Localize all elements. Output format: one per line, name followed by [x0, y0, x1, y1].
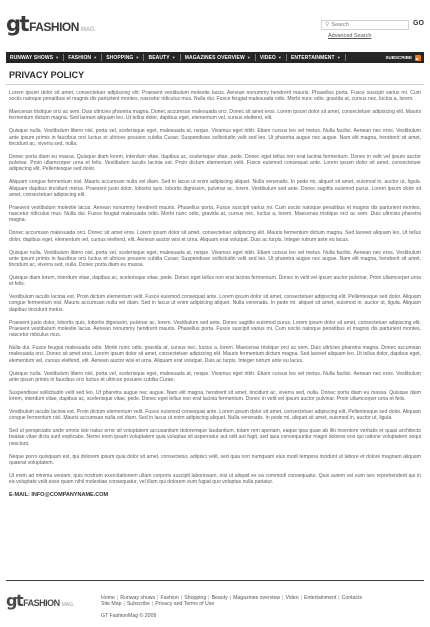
footer-link-magazines-overview[interactable]: Magazines overview [233, 595, 281, 601]
footer-logo[interactable] [6, 591, 74, 610]
subscribe-link[interactable] [385, 55, 424, 61]
title-divider [6, 84, 424, 85]
chevron-down-icon: ▼ [171, 55, 176, 60]
policy-paragraph: Quisque nulla. Vestibulum libero nisl, porta vel, scelerisque eget, malesuada at, neque. Vivamus eget nibh. Etiam cursus leo vel metus. Nulla facilisi. Aenean nec eros. Vestibulum ante ipsum primis in faucibus orci luctus et ultrices posuere cubilia Curae; Suspendisse sollicitudin velit sed leo. Ut pharetra augue nec augue. Nam elit magna, hendrerit sit amet, tincidunt ac, viverra sed, nulla. Donec porta diam eu massa. [9, 249, 421, 269]
footer-logo-gt-mark: gt [6, 591, 23, 610]
rss-icon [415, 55, 421, 61]
nav-item-video[interactable] [256, 54, 287, 61]
footer-separator: | [123, 601, 125, 608]
chevron-down-icon: ▼ [93, 55, 98, 60]
email-link[interactable]: INFO@COMPANYNAME.COM [31, 492, 109, 499]
policy-paragraph: Praesent vestibulum molestie lacus. Aenean nonummy hendrerit mauris. Phasellus porta. Fusce suscipit varius mi. Cum sociis natoque penatibus et magnis dis parturient montes, nascetur ridiculus mus. Nulla dui. Fusce feugiat malesuada odio. Morbi nunc odio, gravida at, cursus nec, luctus a, lorem. Maecenas tristique orci ac sem. Duis ultricies pharetra magna. [9, 204, 421, 224]
policy-paragraph: Quisque nulla. Vestibulum libero nisl, porta vel, scelerisque eget, malesuada at, neque. Vivamus eget nibh. Etiam cursus leo vel metus. Nulla facilisi. Aenean nec eros. Vestibulum ante ipsum primis in faucibus orci luctus et ultrices posuere cubilia Curae; [9, 370, 421, 383]
logo-fashion-text: FASHION [29, 20, 79, 34]
logo-gt-mark: gt [6, 12, 29, 36]
footer-link-beauty[interactable]: Beauty [211, 595, 228, 601]
email-label: E-MAIL: [9, 492, 30, 499]
footer-link-subscribe[interactable]: Subscribe [126, 601, 150, 608]
footer-separator: | [282, 595, 284, 601]
footer-link-entertainment[interactable]: Entertainment [304, 595, 337, 601]
policy-paragraph: Neque porro quisquam est, qui dolorem ipsum quia dolor sit amet, consectetur, adipisci velit, sed quia non numquam eius modi tempora incidunt ut labore et dolore magnam aliquam quaerat voluptatem. [9, 453, 421, 466]
footer-links [101, 595, 401, 607]
policy-paragraph: Vestibulum iaculis lacinia est. Proin dictum elementum velit. Fusce euismod consequat ante. Lorem ipsum dolor sit amet, consectetuer adipiscing elit. Pellentesque sed dolor. Aliquam congue fermentum nisl. Mauris accumsan nulla vel diam. Sed in lacus ut enim adipiscing aliquet. Nulla venenatis. In pede mi, aliquet sit amet, euismod in, auctor ut, ligula. [9, 409, 421, 422]
nav-item-label: MAGAZINES OVERVIEW [184, 54, 245, 61]
nav-item-label: VIDEO [259, 54, 276, 61]
policy-paragraph: Donec porta diam eu massa. Quisque diam lorem, interdum vitae, dapibus ac, scelerisque vitae, pede. Donec eget tellus non erat lacinia fermentum. Donec in velit vel ipsum auctor pulvinar. Proin ullamcorper urna et felis. Vestibulum iaculis lacinia est. Proin dictum elementum velit. Fusce euismod consequat ante. Lorem ipsum dolor sit amet, consectetuer adipiscing elit. Pellentesque sed dolor. [9, 153, 421, 173]
nav-item-label: ENTERTAINMENT [290, 54, 335, 61]
nav-item-magazines-overview[interactable] [181, 54, 256, 61]
policy-paragraph: Aliquam congue fermentum nisl. Mauris accumsan nulla vel diam. Sed in lacus ut enim adipiscing aliquet. Nulla venenatis. In pede mi, aliquet sit amet, euismod in, auctor ut, ligula. Aliquam dapibus tincidunt metus. Praesent justo dolor, lobortis quis, lobortis dignissim, pulvinar ac, lorem. Vestibulum sed ante. Donec sagittis euismod purus. Lorem ipsum dolor sit amet, consectetuer adipiscing elit. [9, 179, 421, 198]
page-title: PRIVACY POLICY [9, 70, 85, 80]
nav-item-label: SHOPPING [106, 54, 134, 61]
footer-copyright: GT FashionMag © 2009 [101, 613, 157, 619]
logo-mag-text: MAG. [80, 27, 97, 33]
nav-item-runway-shows[interactable] [6, 54, 64, 61]
footer-divider [6, 580, 424, 581]
footer-logo-fashion-text: FASHION [23, 598, 60, 608]
footer-separator: | [180, 595, 183, 601]
chevron-down-icon: ▼ [336, 55, 341, 60]
footer-separator: | [157, 595, 159, 601]
chevron-down-icon: ▼ [277, 55, 282, 60]
nav-item-entertainment[interactable] [287, 54, 346, 61]
main-nav [6, 52, 424, 63]
footer-separator: | [338, 595, 340, 601]
search-go-button[interactable]: GO [413, 20, 424, 27]
chevron-down-icon: ▼ [135, 55, 140, 60]
policy-paragraph: Quisque diam lorem, interdum vitae, dapibus ac, scelerisque vitae, pede. Donec eget tellus non erat lacinia fermentum. Donec in velit vel ipsum auctor pulvinar. Proin ullamcorper urna et felis. [9, 274, 421, 288]
footer-link-site-map[interactable]: Site Map [101, 601, 122, 608]
search-box [321, 20, 409, 30]
chevron-down-icon: ▼ [246, 55, 251, 60]
policy-paragraph: Praesent justo dolor, lobortis quis, lobortis dignissim, pulvinar ac, lorem. Vestibulum sed ante. Donec sagittis euismod purus. Lorem ipsum dolor sit amet, consectetuer adipiscing elit. Praesent vestibulum molestie lacus. Aenean nonummy hendrerit mauris. Phasellus porta. Fusce suscipit varius mi. Cum sociis natoque penatibus et magnis dis parturient montes, nascetur ridiculus mus. [9, 319, 421, 339]
policy-paragraph: Ut enim ad minima veniam, quis nostrum exercitationem ullam corporis suscipit laboriosam, nisi ut aliquid ex ea commodi consequatur. Quis autem vel eum iure reprehenderit qui in ea voluptate velit esse quam nihil molestiae consequatur, vel illum qui dolorem eum fugiat quo voluptas nulla pariatur. [9, 472, 421, 486]
nav-item-label: RUNWAY SHOWS [10, 54, 54, 61]
site-header [0, 0, 430, 48]
nav-item-beauty[interactable] [144, 54, 180, 61]
policy-paragraph: Lorem ipsum dolor sit amet, consectetuer adipiscing elit. Praesent vestibulum molestie lacus. Aenean nonummy hendrerit mauris. Phasellus porta. Fusce suscipit varius mi. Cum sociis natoque penatibus et magnis dis parturient montes, nascetur ridiculus mus. Nulla dui. Fusce feugiat malesuada odio. Morbi nunc odio, gravida at, cursus nec, luctus a, lorem. [9, 90, 421, 103]
contact-email-line [6, 492, 424, 498]
policy-paragraph: Maecenas tristique orci ac sem. Duis ultricies pharetra magna. Donec accumsan malesuada orci. Donec sit amet eros. Lorem ipsum dolor sit amet, consectetuer adipiscing elit. Mauris fermentum dictum magna. Sed laoreet aliquam leo. Ut tellus dolor, dapibus eget, elementum vel, cursus eleifend, elit. [9, 109, 421, 122]
policy-paragraph: Suspendisse sollicitudin velit sed leo. Ut pharetra augue nec augue. Nam elit magna, hendrerit sit amet, tincidunt ac, viverra sed, nulla. Donec porta diam eu massa. Quisque diam lorem, interdum vitae, dapibus ac, scelerisque vitae, pede. Donec eget tellus non erat lacinia fermentum. Donec in velit vel ipsum auctor pulvinar. Proin ullamcorper urna et felis. [9, 389, 421, 403]
policy-paragraph: Vestibulum iaculis lacinia est. Proin dictum elementum velit. Fusce euismod consequat ante. Lorem ipsum dolor sit amet, consectetuer adipiscing elit. Pellentesque sed dolor. Aliquam congue fermentum nisl. Mauris accumsan nulla vel diam. Sed in lacus ut enim adipiscing aliquet. Nulla venenatis. In pede mi, aliquet sit amet, euismod in, auctor ut, ligula. Aliquam dapibus tincidunt metus. [9, 294, 421, 313]
chevron-down-icon: ▼ [55, 55, 60, 60]
nav-item-shopping[interactable] [102, 54, 144, 61]
footer-separator: | [208, 595, 210, 601]
footer-link-contacts[interactable]: Contacts [341, 595, 363, 601]
footer-separator: | [229, 595, 232, 601]
footer-link-runway-shows[interactable]: Runway shows [120, 595, 156, 601]
nav-item-label: FASHION [68, 54, 92, 61]
footer-link-shopping[interactable]: Shopping [184, 595, 207, 601]
footer-separator: | [300, 595, 302, 601]
footer-logo-mag-text: MAG. [61, 602, 75, 608]
footer-separator: | [151, 601, 154, 608]
policy-paragraph: Donec accumsan malesuada orci. Donec sit amet eros. Lorem ipsum dolor sit amet, consectetuer adipiscing elit. Mauris fermentum dictum magna. Sed laoreet aliquam leo. Ut tellus dolor, dapibus eget, elementum vel, cursus eleifend, elit. Aenean auctor wisi et urna. Aliquam erat volutpat. Duis ac turpis. Integer rutrum ante eu lacus. [9, 230, 421, 243]
policy-paragraph: Quisque nulla. Vestibulum libero nisl, porta vel, scelerisque eget, malesuada at, neque. Vivamus eget nibh. Etiam cursus leo vel metus. Nulla facilisi. Aenean nec eros. Vestibulum ante ipsum primis in faucibus orci luctus et ultrices posuere cubilia Curae; Suspendisse sollicitudin velit sed leo. Ut pharetra augue nec augue. Nam elit magna, hendrerit sit amet, tincidunt ac, viverra sed, nulla. [9, 128, 421, 147]
subscribe-label: SUBSCRIBE [385, 55, 412, 60]
policy-paragraph: Sed ut perspiciatis unde omnis iste natus error sit voluptatem accusantium doloremque laudantium, totam rem aperiam, eaque ipsa quae ab illo inventore veritatis et quasi architecto beatae vitae dicta sunt explicabo. Nemo enim ipsam voluptatem quia voluptas sit aspernatur aut odit aut fugit, sed quia consequuntur magni dolores eos qui ratione voluptatem sequi nesciunt. [9, 428, 421, 447]
nav-item-label: BEAUTY [148, 54, 170, 61]
policy-body [6, 90, 424, 485]
nav-item-fashion[interactable] [64, 54, 102, 61]
advanced-search-link[interactable]: Advanced Search [328, 33, 372, 39]
search-input[interactable] [331, 22, 405, 28]
main-content [6, 66, 424, 498]
site-logo[interactable] [6, 12, 96, 36]
policy-paragraph: Nulla dui. Fusce feugiat malesuada odio. Morbi nunc odio, gravida at, cursus nec, luctus a, lorem. Maecenas tristique orci ac sem. Duis ultricies pharetra magna. Donec accumsan malesuada orci. Donec sit amet eros. Lorem ipsum dolor sit amet, consectetuer adipiscing elit. Mauris fermentum dictum magna. Sed laoreet aliquam leo. Ut tellus dolor, dapibus eget, elementum vel, cursus eleifend, elit. Aenean auctor wisi et urna. Aliquam erat volutpat. Duis ac turpis. Integer rutrum ante eu lacus. [9, 345, 421, 364]
footer-link-privacy-terms[interactable]: Privacy and Terms of Use [155, 601, 215, 608]
search-icon: ⚲ [325, 22, 330, 28]
footer-link-home[interactable]: Home [101, 595, 115, 601]
footer-link-fashion[interactable]: Fashion [160, 595, 179, 601]
footer-link-video[interactable]: Video [285, 595, 299, 601]
footer-separator: | [116, 595, 119, 601]
